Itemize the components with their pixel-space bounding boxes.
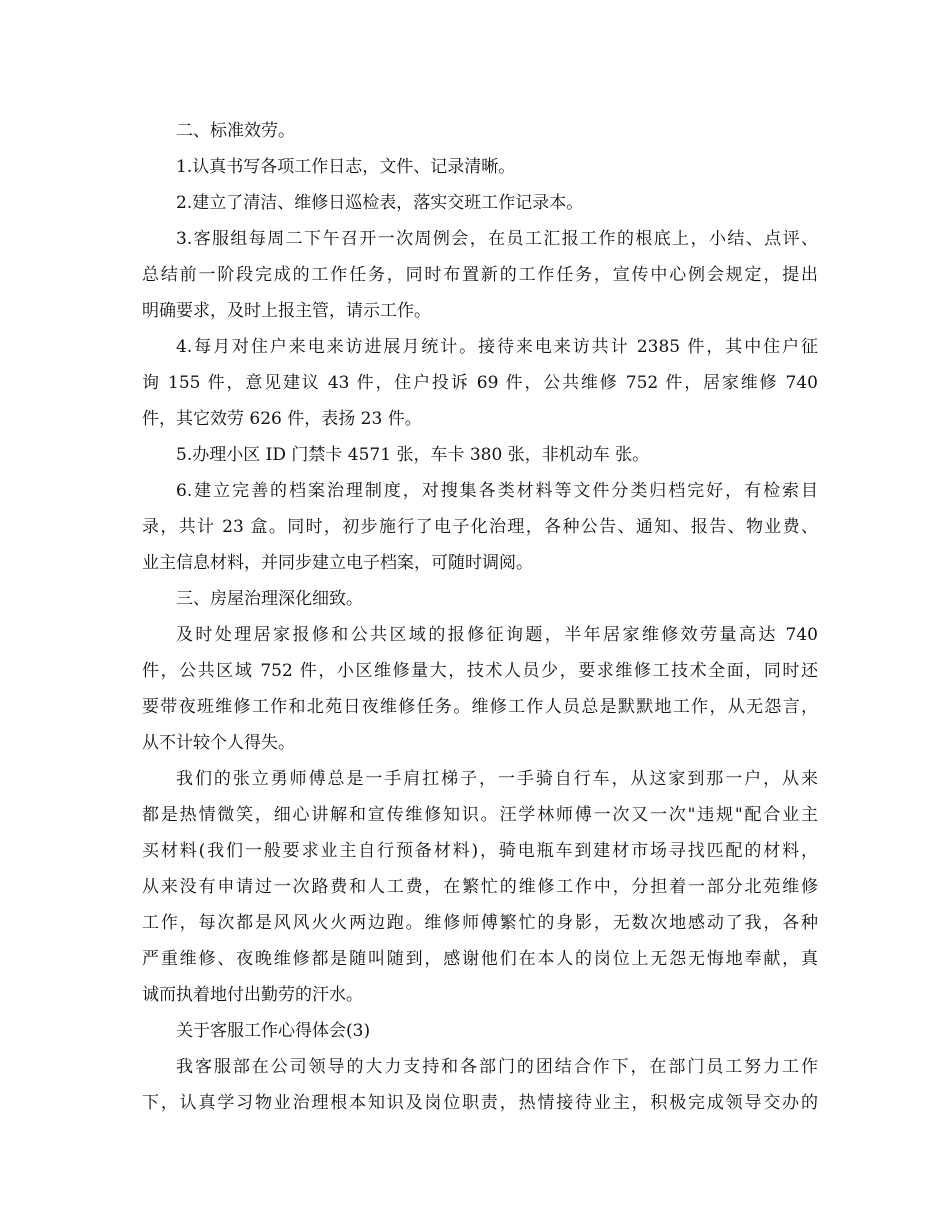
- list-item-6-line-1: 6.建立完善的档案治理制度，对搜集各类材料等文件分类归档完好，有检索目: [176, 481, 818, 501]
- list-item-6-line-3: 业主信息材料，并同步建立电子档案，可随时调阅。: [142, 553, 533, 573]
- list-item-6-line-2: 录，共计 23 盒。同时，初步施行了电子化治理，各种公告、通知、报告、物业费、: [142, 517, 818, 537]
- list-item-3-line-2: 总结前一阶段完成的工作任务，同时布置新的工作任务，宣传中心例会规定，提出: [142, 265, 818, 285]
- paragraph-intro-line-1: 我客服部在公司领导的大力支持和各部门的团结合作下，在部门员工努力工作: [176, 1057, 818, 1077]
- paragraph-repairs-line-2: 件，公共区域 752 件，小区维修量大，技术人员少，要求维修工技术全面，同时还: [142, 661, 818, 681]
- list-item-2: 2.建立了清洁、维修日巡检表，落实交班工作记录本。: [176, 193, 584, 213]
- section-heading-housing: 三、房屋治理深化细致。: [176, 589, 363, 609]
- paragraph-staff-line-5: 工作，每次都是风风火火两边跑。维修师傅繁忙的身影，无数次地感动了我，各种: [142, 913, 818, 933]
- list-item-3-line-1: 3.客服组每周二下午召开一次周例会，在员工汇报工作的根底上，小结、点评、: [176, 229, 818, 249]
- paragraph-staff-line-2: 都是热情微笑，细心讲解和宣传维修知识。汪学林师傅一次又一次"违规"配合业主: [142, 805, 818, 825]
- list-item-1: 1.认真书写各项工作日志，文件、记录清晰。: [176, 157, 516, 177]
- list-item-4-line-3: 件，其它效劳 626 件，表扬 23 件。: [142, 409, 422, 429]
- list-item-3-line-3: 明确要求，及时上报主管，请示工作。: [142, 301, 431, 321]
- paragraph-repairs-line-1: 及时处理居家报修和公共区域的报修征询题，半年居家维修效劳量高达 740: [176, 625, 818, 645]
- list-item-5: 5.办理小区 ID 门禁卡 4571 张，车卡 380 张，非机动车 张。: [176, 445, 650, 465]
- paragraph-staff-line-4: 从来没有申请过一次路费和人工费，在繁忙的维修工作中，分担着一部分北苑维修: [142, 877, 818, 897]
- paragraph-staff-line-6: 严重维修、夜晚维修都是随叫随到，感谢他们在本人的岗位上无怨无悔地奉献，真: [142, 949, 818, 969]
- list-item-4-line-1: 4.每月对住户来电来访进展月统计。接待来电来访共计 2385 件，其中住户征: [176, 337, 818, 357]
- paragraph-intro-line-2: 下，认真学习物业治理根本知识及岗位职责，热情接待业主，积极完成领导交办的: [142, 1093, 818, 1113]
- paragraph-repairs-line-4: 从不计较个人得失。: [142, 733, 295, 753]
- paragraph-staff-line-1: 我们的张立勇师傅总是一手肩扛梯子，一手骑自行车，从这家到那一户，从来: [176, 769, 818, 789]
- paragraph-staff-line-7: 诚而执着地付出勤劳的汗水。: [142, 985, 363, 1005]
- section-heading-standard-service: 二、标准效劳。: [176, 121, 295, 141]
- paragraph-staff-line-3: 买材料(我们一般要求业主自行预备材料)，骑电瓶车到建材市场寻找匹配的材料，: [142, 841, 818, 861]
- section-title-customer-service-3: 关于客服工作心得体会(3): [176, 1021, 371, 1041]
- paragraph-repairs-line-3: 要带夜班维修工作和北苑日夜维修任务。维修工作人员总是默默地工作，从无怨言，: [142, 697, 818, 717]
- list-item-4-line-2: 询 155 件，意见建议 43 件，住户投诉 69 件，公共维修 752 件，居家维修 740: [142, 373, 818, 393]
